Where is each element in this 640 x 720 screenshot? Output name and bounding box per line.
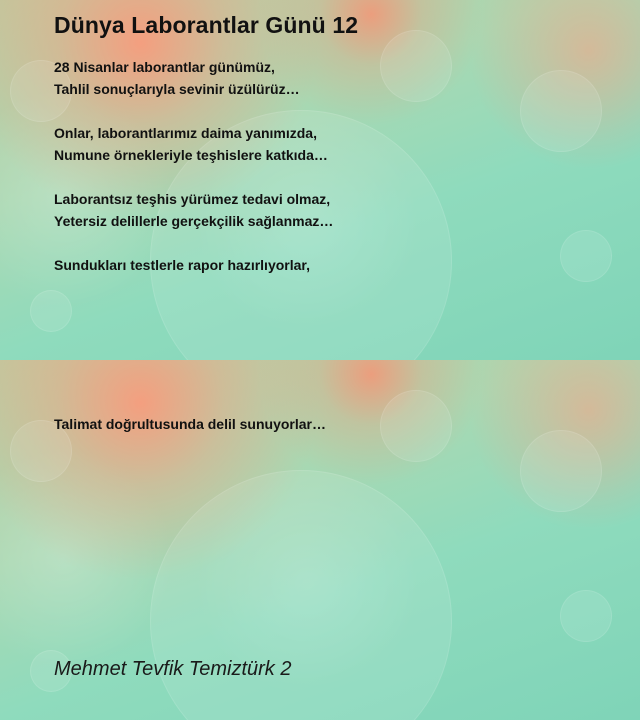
bokeh-circle — [560, 230, 612, 282]
poem-line: Sundukları testlerle rapor hazırlıyorlar, — [54, 257, 310, 273]
poem-line: Numune örnekleriyle teşhislere katkıda… — [54, 147, 328, 163]
poem-body — [54, 56, 333, 276]
bokeh-circle — [380, 30, 452, 102]
poem-card-bottom — [0, 360, 640, 720]
bokeh-circle — [560, 590, 612, 642]
bokeh-circle — [30, 290, 72, 332]
bokeh-circle — [150, 470, 452, 720]
poem-line: Onlar, laborantlarımız daima yanımızda, — [54, 125, 317, 141]
bokeh-circle — [520, 430, 602, 512]
poem-title: Dünya Laborantlar Günü 12 — [54, 12, 359, 38]
poem-author: Mehmet Tevfik Temiztürk 2 — [54, 658, 292, 680]
poem-line: Yetersiz delillerle gerçekçilik sağlanmaz… — [54, 213, 334, 229]
poem-line: 28 Nisanlar laborantlar günümüz, — [54, 59, 275, 75]
bokeh-circle — [520, 70, 602, 152]
poem-line: Laborantsız teşhis yürümez tedavi olmaz, — [54, 191, 331, 207]
poem-line: Talimat doğrultusunda delil sunuyorlar… — [54, 416, 326, 432]
bokeh-circle — [380, 390, 452, 462]
poem-line: Tahlil sonuçlarıyla sevinir üzülürüz… — [54, 81, 300, 97]
